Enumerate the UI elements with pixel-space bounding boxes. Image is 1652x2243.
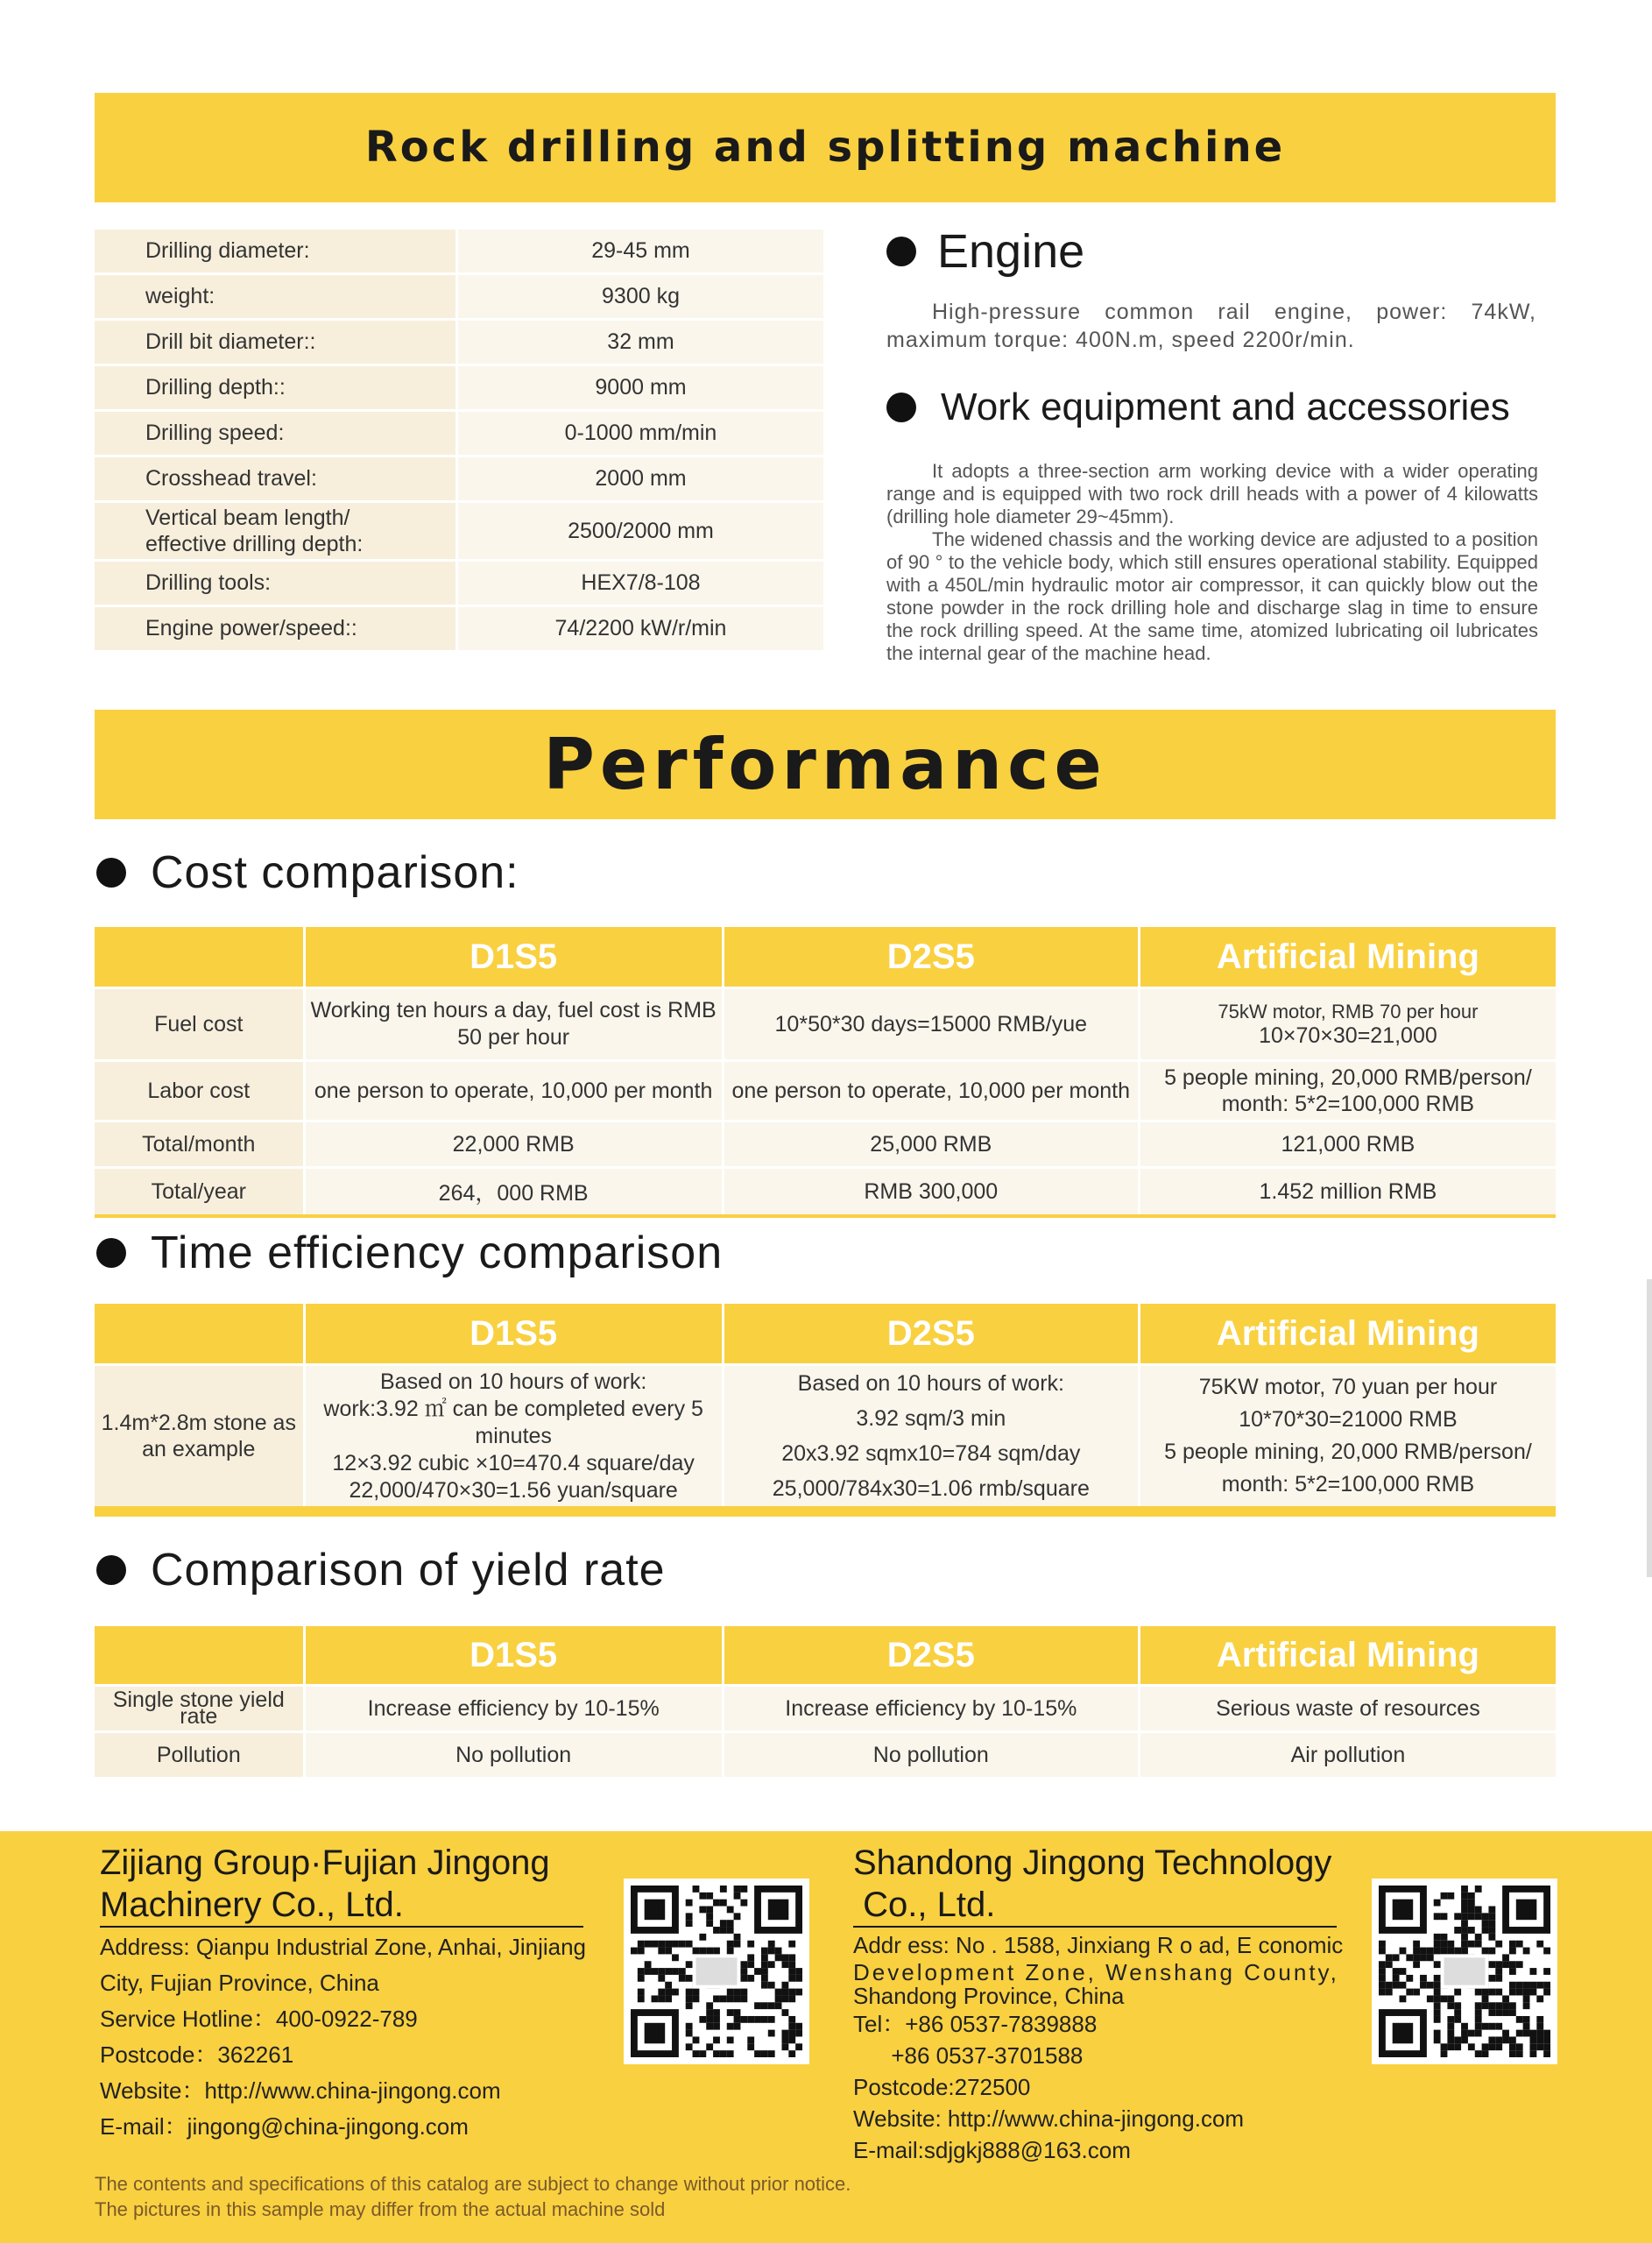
table-cell: 22,000 RMB	[306, 1122, 722, 1166]
table-row	[95, 1687, 1556, 1730]
spec-value: 9000 mm	[458, 366, 823, 409]
performance-title: Performance	[543, 724, 1107, 805]
company-left	[100, 1842, 590, 2145]
work-paragraph: The widened chassis and the working device are adjusted to a position of 90 ° to the vehicle body, which still ensures operational stability. Equipped with a 450L/min hydraulic motor air compressor, it can quickly blow out the stone powder in the rock drilling hole and discharge slag in time to ensure the rock drilling speed. At the same time, atomized lubricating oil lubricates the internal gear of the machine head.	[886, 528, 1538, 664]
divider	[100, 1926, 583, 1928]
spec-row	[95, 607, 823, 650]
work-heading	[886, 386, 1510, 429]
table-header-row	[95, 1626, 1556, 1684]
yield-heading-text: Comparison of yield rate	[151, 1545, 666, 1596]
spec-row	[95, 366, 823, 409]
row-label: 1.4m*2.8m stone as an example	[95, 1366, 303, 1506]
postcode: Postcode：362261	[100, 2041, 294, 2068]
row-label: Labor cost	[95, 1062, 303, 1120]
spec-value: 9300 kg	[458, 275, 823, 318]
work-description	[886, 460, 1538, 665]
cell-line: 10*70*30=21000 RMB	[1239, 1407, 1458, 1432]
spec-row	[95, 275, 823, 318]
table-cell	[724, 1366, 1138, 1506]
spec-value: 74/2200 kW/r/min	[458, 607, 823, 650]
row-label: Total/month	[95, 1122, 303, 1166]
engine-description: High-pressure common rail engine, power: 74kW, maximum torque: 400N.m, speed 2200r/min.	[886, 300, 1536, 352]
company-name: Shandong Jingong Technology	[853, 1843, 1332, 1882]
bullet-dot-icon	[96, 858, 126, 888]
table-cell: one person to operate, 10,000 per month	[306, 1062, 722, 1120]
phone: +86 0537-3701588	[853, 2042, 1084, 2069]
info-line: City, Fujian Province, China	[100, 1970, 379, 1996]
spec-row	[95, 412, 823, 455]
table-cell: No pollution	[306, 1733, 722, 1777]
spec-value: 2000 mm	[458, 457, 823, 500]
spec-value: HEX7/8-108	[458, 562, 823, 605]
table-cell: Serious waste of resources	[1140, 1687, 1556, 1730]
table-row	[95, 1733, 1556, 1777]
column-header: D1S5	[306, 1304, 722, 1363]
column-header: D2S5	[724, 1304, 1138, 1363]
table-cell	[306, 1366, 722, 1506]
spec-value: 29-45 mm	[458, 230, 823, 272]
table-cell: 10*50*30 days=15000 RMB/yue	[724, 989, 1138, 1059]
time-table	[95, 1304, 1556, 1517]
bullet-dot-icon	[886, 237, 916, 266]
qr-code-icon	[624, 1879, 809, 2064]
spec-row	[95, 457, 823, 500]
company-info	[100, 1929, 590, 2145]
phone: Tel：+86 0537-7839888	[853, 2011, 1098, 2037]
cell-line: 12×3.92 cubic ×10=470.4 square/day	[332, 1450, 695, 1475]
divider	[853, 1926, 1337, 1928]
work-heading-text: Work equipment and accessories	[941, 386, 1510, 428]
spec-table	[95, 230, 823, 653]
column-header: D2S5	[724, 927, 1138, 987]
header-empty-cell	[95, 1626, 303, 1684]
info-line: Addr ess: No . 1588, Jinxiang R o ad, E conomic	[853, 1932, 1344, 1958]
row-label: Pollution	[95, 1733, 303, 1777]
service-hotline: Service Hotline：400-0922-789	[100, 2006, 418, 2032]
spec-row	[95, 321, 823, 364]
engine-heading	[886, 224, 1084, 279]
table-row	[95, 1169, 1556, 1214]
column-header: Artificial Mining	[1140, 1304, 1556, 1363]
spec-label	[95, 503, 455, 559]
spec-label-line: effective drilling depth:	[145, 532, 364, 556]
company-name: Zijiang Group·Fujian Jingong	[100, 1843, 550, 1882]
spec-label: weight:	[95, 275, 455, 318]
table-cell: 1.452 million RMB	[1140, 1169, 1556, 1214]
column-header: D2S5	[724, 1626, 1138, 1684]
spec-label: Crosshead travel:	[95, 457, 455, 500]
info-line: Development Zone, Wenshang County,	[853, 1959, 1339, 1985]
spec-label-line: Vertical beam length/	[145, 506, 350, 530]
row-label: Fuel cost	[95, 989, 303, 1059]
company-name: Co., Ltd.	[853, 1886, 996, 1924]
cell-line: 25,000/784x30=1.06 rmb/square	[772, 1476, 1090, 1501]
cell-line: 75KW motor, 70 yuan per hour	[1198, 1375, 1498, 1399]
website-link[interactable]: Website: http://www.china-jingong.com	[853, 2105, 1245, 2132]
header-empty-cell	[95, 1304, 303, 1363]
cost-heading-text: Cost comparison:	[151, 847, 519, 898]
spec-value: 0-1000 mm/min	[458, 412, 823, 455]
table-cell: 121,000 RMB	[1140, 1122, 1556, 1166]
title-banner	[95, 93, 1556, 202]
cell-line: work:3.92 ㎡ can be completed every 5 minutes	[323, 1396, 703, 1448]
column-header: Artificial Mining	[1140, 1626, 1556, 1684]
engine-heading-text: Engine	[937, 225, 1085, 278]
table-header-row	[95, 927, 1556, 987]
cell-line: 22,000/470×30=1.56 yuan/square	[349, 1477, 678, 1503]
table-cell: 5 people mining, 20,000 RMB/person/ month: 5*2=100,000 RMB	[1140, 1062, 1556, 1120]
email-link[interactable]: E-mail:sdjgkj888@163.com	[853, 2137, 1131, 2163]
column-header: D1S5	[306, 1626, 722, 1684]
cell-line: 5 people mining, 20,000 RMB/person/	[1164, 1440, 1532, 1464]
time-heading-text: Time efficiency comparison	[151, 1228, 724, 1278]
cost-heading	[96, 846, 519, 899]
company-name: Machinery Co., Ltd.	[100, 1886, 404, 1924]
cell-line: 3.92 sqm/3 min	[856, 1406, 1006, 1431]
table-cell	[1140, 1366, 1556, 1506]
company-right	[853, 1842, 1344, 2166]
spec-label: Drill bit diameter::	[95, 321, 455, 364]
table-cell: 25,000 RMB	[724, 1122, 1138, 1166]
row-label: Single stone yield rate	[95, 1687, 303, 1730]
table-cell: 264，000 RMB	[306, 1169, 722, 1214]
website-link[interactable]: Website：http://www.china-jingong.com	[100, 2077, 501, 2104]
spec-value: 2500/2000 mm	[458, 503, 823, 559]
spec-label: Drilling diameter:	[95, 230, 455, 272]
spec-label: Drilling depth::	[95, 366, 455, 409]
info-line: Shandong Province, China	[853, 1983, 1125, 2009]
cell-line: 75kW motor, RMB 70 per hour	[1218, 1000, 1479, 1022]
table-cell: Increase efficiency by 10-15%	[306, 1687, 722, 1730]
table-cell: Working ten hours a day, fuel cost is RMB 50 per hour	[306, 989, 722, 1059]
email-link[interactable]: E-mail：jingong@china-jingong.com	[100, 2113, 469, 2140]
disclaimer: The contents and specifications of this catalog are subject to change without prior notice. The pictures in this sample may differ from the actual machine sold	[95, 2173, 851, 2220]
spec-row	[95, 562, 823, 605]
spec-label: Engine power/speed::	[95, 607, 455, 650]
yield-heading	[96, 1544, 666, 1596]
table-cell	[1140, 989, 1556, 1059]
cell-line: month: 5*2=100,000 RMB	[1221, 1472, 1475, 1497]
performance-banner	[95, 710, 1556, 819]
row-label: Total/year	[95, 1169, 303, 1214]
table-cell: one person to operate, 10,000 per month	[724, 1062, 1138, 1120]
column-header: D1S5	[306, 927, 722, 987]
info-line: Address: Qianpu Industrial Zone, Anhai, Jinjiang	[100, 1934, 587, 1960]
qr-code-icon	[1372, 1879, 1557, 2064]
table-row	[95, 1366, 1556, 1506]
yield-table	[95, 1626, 1556, 1777]
bullet-dot-icon	[96, 1238, 126, 1268]
spec-row	[95, 230, 823, 272]
table-row	[95, 989, 1556, 1059]
table-cell: No pollution	[724, 1733, 1138, 1777]
spec-row	[95, 503, 823, 559]
spec-value: 32 mm	[458, 321, 823, 364]
table-cell: Air pollution	[1140, 1733, 1556, 1777]
cell-line: Based on 10 hours of work:	[797, 1371, 1064, 1396]
table-header-row	[95, 1304, 1556, 1363]
page-title: Rock drilling and splitting machine	[364, 123, 1286, 172]
table-row	[95, 1062, 1556, 1120]
cell-line: Based on 10 hours of work:	[379, 1369, 647, 1394]
bullet-dot-icon	[886, 393, 916, 422]
spec-label: Drilling tools:	[95, 562, 455, 605]
cost-table	[95, 927, 1556, 1218]
column-header: Artificial Mining	[1140, 927, 1556, 987]
table-cell: Increase efficiency by 10-15%	[724, 1687, 1138, 1730]
cell-line: 20x3.92 sqmx10=784 sqm/day	[781, 1441, 1081, 1466]
table-row	[95, 1122, 1556, 1166]
work-paragraph: It adopts a three-section arm working device with a wider operating range and is equipped with two rock drill heads with a power of 4 kilowatts (drilling hole diameter 29~45mm).	[886, 460, 1538, 527]
spec-label: Drilling speed:	[95, 412, 455, 455]
bullet-dot-icon	[96, 1555, 126, 1585]
company-info	[853, 1929, 1344, 2166]
page-edge-decoration	[1647, 1279, 1652, 1577]
cell-line: 10×70×30=21,000	[1259, 1022, 1437, 1048]
table-cell: RMB 300,000	[724, 1169, 1138, 1214]
header-empty-cell	[95, 927, 303, 987]
time-heading	[96, 1227, 723, 1279]
postcode: Postcode:272500	[853, 2074, 1031, 2100]
